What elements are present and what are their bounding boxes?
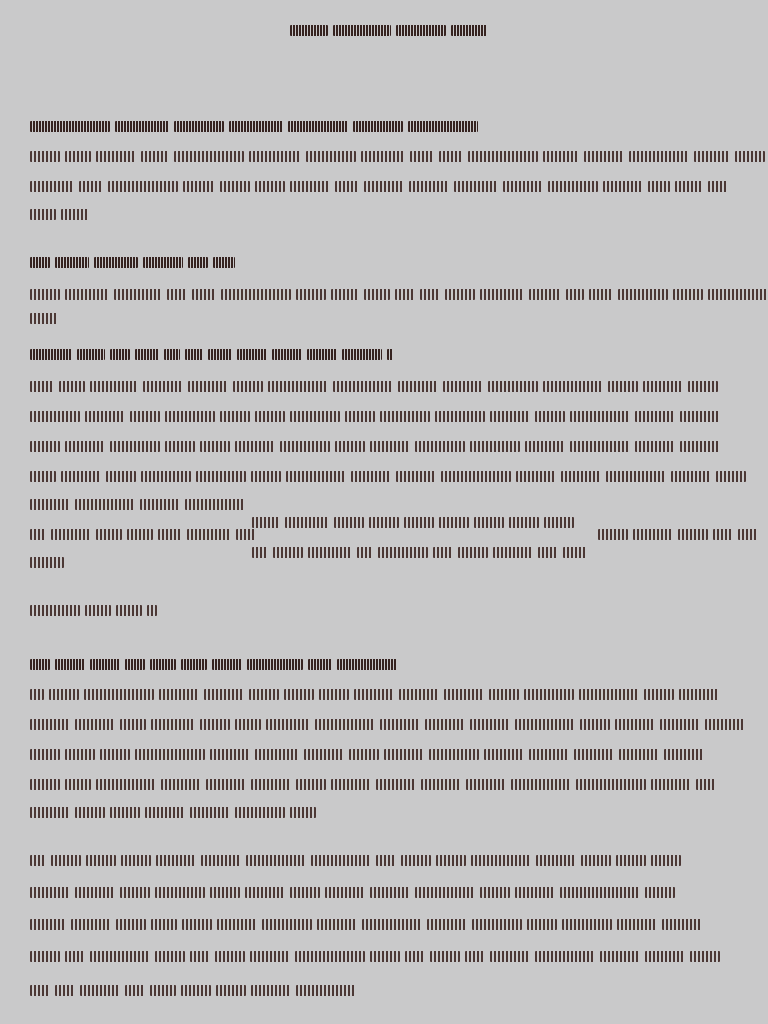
paragraph-3 (30, 378, 742, 508)
paragraph-2 (30, 286, 742, 326)
inset-block (252, 514, 592, 564)
paragraph-4 (30, 686, 742, 826)
short-line (30, 602, 230, 618)
paragraph-5 (30, 852, 742, 1002)
section-heading-2 (30, 346, 420, 362)
section-heading-3 (30, 656, 390, 672)
header (290, 22, 490, 38)
paragraph-1 (30, 120, 742, 230)
section-heading-1 (30, 254, 250, 270)
